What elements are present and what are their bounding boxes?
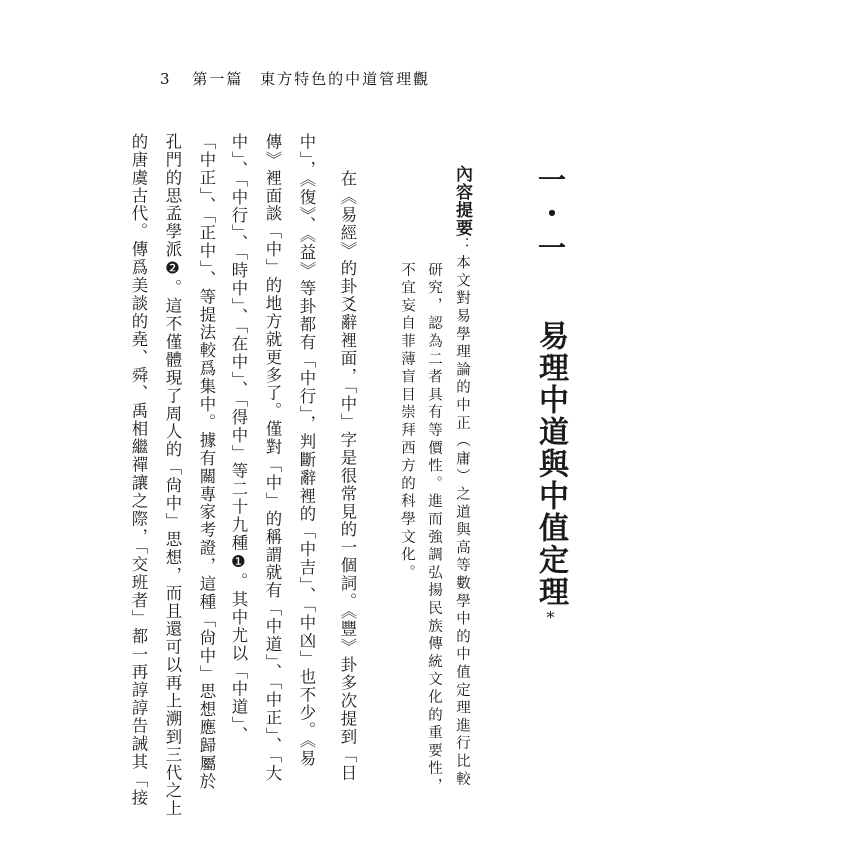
- body-column-3: 傳》裡面談「中」的地方就更多了。僅對「中」的稱謂就有「中道」、「中正」、「大: [263, 133, 282, 783]
- body-column-6: 孔門的思孟學派❷。這不僅體現了周人的「尙中」思想，而且還可以再上溯到三代之上: [163, 133, 182, 818]
- body-column-5: 「中正」、「正中」、等提法較爲集中。據有關專家考證，這種「尙中」思想應歸屬於: [197, 133, 216, 791]
- footnote-mark: *: [541, 608, 560, 629]
- running-head: [160, 68, 430, 89]
- abstract-text-2: 研究，認為二者具有等價性。進而強調弘揚民族傳統文化的重要性，: [426, 262, 442, 796]
- body-column-4: 中」、「中行」、「時中」、「在中」、「得中」等二十九種❶。其中尤以「中道」、: [229, 133, 248, 744]
- chapter-title-text: 易理中道與中值定理: [533, 320, 568, 608]
- abstract-line-3: [397, 262, 417, 582]
- body-column-2: 中」，《復》、《益》等卦都有「中行」，判斷辭裡的「中吉」、「中凶」也不少。《易: [297, 133, 316, 768]
- abstract-line-2: [424, 262, 444, 796]
- page-number: 3: [160, 70, 172, 88]
- part-label: 第一篇: [192, 70, 244, 88]
- abstract-label: 內容提要: [452, 165, 472, 237]
- chapter-number: 一・一: [534, 165, 567, 267]
- abstract-line-1: [452, 165, 472, 789]
- abstract-text-3: 不宜妄自菲薄盲目崇拜西方的科學文化。: [399, 262, 415, 583]
- abstract-text-1: ：本文對易學理論的中正（庸）之道與高等數學中的中值定理進行比較: [454, 237, 470, 789]
- body-column-1: 在《易經》的卦爻辭裡面，「中」字是很常見的一個詞。《豐》卦多次提到「日: [338, 170, 357, 782]
- body-column-7: 的唐虞古代。傳爲美談的堯、舜、禹相繼禪讓之際，「交班者」都一再諄諄告誡其「接: [129, 133, 148, 807]
- chapter-title: [530, 320, 570, 629]
- part-title: 東方特色的中道管理觀: [260, 70, 431, 88]
